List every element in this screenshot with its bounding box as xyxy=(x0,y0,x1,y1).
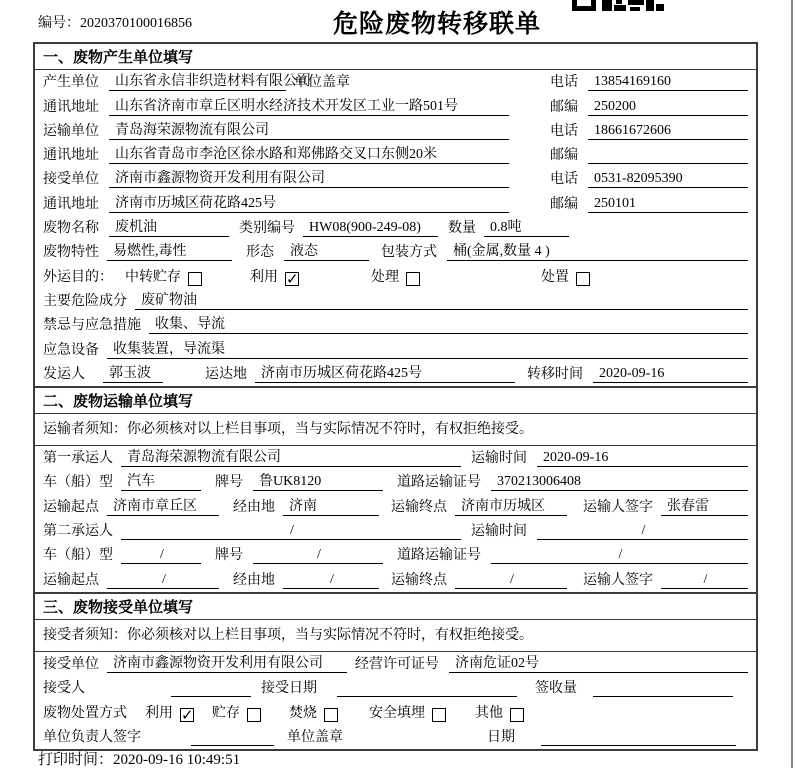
transfer-time-value: 2020-09-16 xyxy=(593,366,748,383)
purpose-storage-label: 中转贮存 xyxy=(125,269,181,285)
disposal-incinerate-label: 焚烧 xyxy=(289,705,317,721)
row-second-route xyxy=(35,567,756,591)
first-route-start-label: 运输起点 xyxy=(43,499,99,515)
row-emergency-measures xyxy=(35,313,756,337)
second-carrier-value: / xyxy=(121,523,461,540)
waste-code-label: 类别编号 xyxy=(239,221,295,237)
row-receiver-address xyxy=(35,191,756,215)
sign-date-value xyxy=(541,730,736,746)
purpose-option-utilize xyxy=(250,266,299,286)
first-carrier-label: 第一承运人 xyxy=(43,451,113,467)
emergency-measures-value: 收集、导流 xyxy=(149,317,748,334)
row-dispatch xyxy=(35,362,756,386)
waste-qty-label: 数量 xyxy=(448,221,476,237)
row-waste-name xyxy=(35,216,756,240)
second-vehicle-type-value: / xyxy=(121,547,201,564)
waste-name-label: 废物名称 xyxy=(43,221,99,237)
checkbox-unchecked-icon xyxy=(247,708,261,722)
transporter-label: 运输单位 xyxy=(43,123,99,139)
second-route-start-label: 运输起点 xyxy=(43,572,99,588)
producer-address-label: 通讯地址 xyxy=(43,99,99,115)
row-accepting-unit xyxy=(35,652,756,676)
waste-pack-label: 包装方式 xyxy=(381,245,437,261)
second-plate-label: 牌号 xyxy=(215,548,243,564)
first-vehicle-type-value: 汽车 xyxy=(121,474,201,491)
checkbox-unchecked-icon xyxy=(432,708,446,722)
purpose-treat-label: 处理 xyxy=(371,269,399,285)
page-title: 危险废物转移联单 xyxy=(332,9,542,38)
section3-title: 三、废物接受单位填写 xyxy=(35,594,756,620)
dispatcher-value: 郭玉波 xyxy=(103,366,163,383)
waste-form-value: 液态 xyxy=(284,244,369,261)
business-permit-label: 经营许可证号 xyxy=(355,656,439,672)
disposal-utilize-label: 利用 xyxy=(145,705,173,721)
first-carrier-sign-value: 张春雷 xyxy=(661,499,748,516)
checkbox-unchecked-icon xyxy=(406,272,420,286)
row-transfer-purpose xyxy=(35,264,756,288)
purpose-dispose-label: 处置 xyxy=(541,269,569,285)
first-road-permit-value: 370213006408 xyxy=(491,474,748,491)
hazard-component-label: 主要危险成分 xyxy=(43,293,127,309)
business-permit-value: 济南危证02号 xyxy=(449,656,748,673)
first-plate-label: 牌号 xyxy=(215,475,243,491)
row-producer xyxy=(35,70,756,94)
transfer-time-label: 转移时间 xyxy=(527,366,583,382)
disposal-option-other xyxy=(475,702,524,722)
receiver-label: 接受单位 xyxy=(43,172,99,188)
receiver-phone-label: 电话 xyxy=(550,172,578,188)
disposal-option-storage xyxy=(212,702,261,722)
unit-seal-label: 单位盖章 xyxy=(287,729,343,745)
section2-title: 二、废物运输单位填写 xyxy=(35,388,756,414)
row-receiver xyxy=(35,167,756,191)
producer-label: 产生单位 xyxy=(43,75,99,91)
second-carrier-sign-value: / xyxy=(661,572,748,589)
transporter-value: 青岛海荣源物流有限公司 xyxy=(109,123,509,140)
purpose-utilize-label: 利用 xyxy=(250,269,278,285)
hazard-component-value: 废矿物油 xyxy=(135,293,748,310)
second-transport-time-label: 运输时间 xyxy=(471,524,527,540)
manifest-form xyxy=(33,42,758,751)
receiver-zip-label: 邮编 xyxy=(550,196,578,212)
row-first-vehicle xyxy=(35,470,756,494)
first-road-permit-label: 道路运输证号 xyxy=(397,475,481,491)
producer-address-value: 山东省济南市章丘区明水经济技术开发区工业一路501号 xyxy=(109,99,509,116)
destination-label: 运达地 xyxy=(205,366,247,382)
accept-date-label: 接受日期 xyxy=(261,681,317,697)
transporter-notice: 运输者须知：你必须核对以上栏目事项，当与实际情况不符时，有权拒绝接受。 xyxy=(35,414,756,446)
accept-date-value xyxy=(337,681,517,697)
row-second-carrier xyxy=(35,519,756,543)
dispatcher-label: 发运人 xyxy=(43,366,85,382)
destination-value: 济南市历城区荷花路425号 xyxy=(255,366,515,383)
checkbox-checked-icon: ✓ xyxy=(181,705,194,724)
section-receiver xyxy=(35,592,756,749)
row-disposal-method xyxy=(35,700,756,724)
emergency-measures-label: 禁忌与应急措施 xyxy=(43,318,141,334)
second-route-end-label: 运输终点 xyxy=(391,572,447,588)
print-time-value: 2020-09-16 10:49:51 xyxy=(113,752,241,768)
waste-form-label: 形态 xyxy=(246,245,274,261)
accepting-unit-value: 济南市鑫源物资开发利用有限公司 xyxy=(107,656,347,673)
emergency-equipment-value: 收集装置，导流渠 xyxy=(107,342,748,359)
second-vehicle-type-label: 车（船）型 xyxy=(43,548,113,564)
purpose-option-treat xyxy=(371,266,420,286)
second-route-via-value: / xyxy=(283,572,379,589)
checkbox-unchecked-icon xyxy=(188,272,202,286)
row-producer-address xyxy=(35,94,756,118)
second-route-start-value: / xyxy=(107,572,219,589)
row-waste-character xyxy=(35,240,756,264)
producer-phone-value: 13854169160 xyxy=(588,74,748,91)
second-road-permit-label: 道路运输证号 xyxy=(397,548,481,564)
transporter-phone-label: 电话 xyxy=(550,123,578,139)
qr-code-fragment xyxy=(572,0,664,11)
row-acceptor xyxy=(35,676,756,700)
first-carrier-value: 青岛海荣源物流有限公司 xyxy=(121,450,461,467)
first-route-end-value: 济南市历城区 xyxy=(455,499,567,516)
receiver-phone-value: 0531-82095390 xyxy=(588,171,748,188)
row-transporter-address xyxy=(35,143,756,167)
first-carrier-sign-label: 运输人签字 xyxy=(583,499,653,515)
waste-qty-value: 0.8吨 xyxy=(484,220,569,237)
disposal-option-utilize xyxy=(145,702,194,722)
producer-value: 山东省永信非织造材料有限公司 xyxy=(109,74,286,91)
row-first-carrier xyxy=(35,446,756,470)
accepting-unit-label: 接受单位 xyxy=(43,656,99,672)
transporter-zip-label: 邮编 xyxy=(550,148,578,164)
producer-seal-label: 单位盖章 xyxy=(294,75,350,91)
unit-signature-value xyxy=(191,730,274,746)
second-carrier-sign-label: 运输人签字 xyxy=(583,572,653,588)
received-qty-label: 签收量 xyxy=(535,681,577,697)
unit-signature-label: 单位负责人签字 xyxy=(43,729,141,745)
row-transporter xyxy=(35,119,756,143)
disposal-option-incinerate xyxy=(289,702,338,722)
serial-label: 编号： xyxy=(38,16,80,31)
second-route-via-label: 经由地 xyxy=(233,572,275,588)
second-route-end-value: / xyxy=(455,572,567,589)
receiver-address-value: 济南市历城区荷花路425号 xyxy=(109,196,509,213)
first-vehicle-type-label: 车（船）型 xyxy=(43,475,113,491)
waste-character-label: 废物特性 xyxy=(43,245,99,261)
serial-number xyxy=(38,12,192,32)
row-hazard-component xyxy=(35,289,756,313)
first-transport-time-label: 运输时间 xyxy=(471,451,527,467)
disposal-method-label: 废物处置方式 xyxy=(43,705,127,721)
receiver-zip-value: 250101 xyxy=(588,196,748,213)
first-route-via-value: 济南 xyxy=(283,499,379,516)
transporter-zip-value xyxy=(588,148,748,164)
first-route-start-value: 济南市章丘区 xyxy=(107,499,219,516)
row-first-route xyxy=(35,494,756,518)
acceptor-value xyxy=(171,681,251,697)
row-emergency-equipment xyxy=(35,337,756,361)
checkbox-unchecked-icon xyxy=(324,708,338,722)
first-route-via-label: 经由地 xyxy=(233,499,275,515)
transporter-phone-value: 18661672606 xyxy=(588,123,748,140)
receiver-address-label: 通讯地址 xyxy=(43,196,99,212)
section-producer xyxy=(35,44,756,386)
receiver-notice: 接受者须知：你必须核对以上栏目事项，当与实际情况不符时，有权拒绝接受。 xyxy=(35,620,756,652)
serial-value: 2020370100016856 xyxy=(80,16,192,31)
emergency-equipment-label: 应急设备 xyxy=(43,342,99,358)
producer-phone-label: 电话 xyxy=(550,75,578,91)
first-route-end-label: 运输终点 xyxy=(391,499,447,515)
received-qty-value xyxy=(593,681,733,697)
first-plate-value: 鲁UK8120 xyxy=(253,474,383,491)
section1-title: 一、废物产生单位填写 xyxy=(35,44,756,70)
checkbox-checked-icon: ✓ xyxy=(286,269,299,288)
second-plate-value: / xyxy=(253,547,383,564)
waste-code-value: HW08(900-249-08) xyxy=(303,220,438,237)
second-transport-time-value: / xyxy=(537,523,748,540)
disposal-landfill-label: 安全填埋 xyxy=(369,705,425,721)
transfer-purpose-label: 外运目的： xyxy=(43,269,113,285)
purpose-option-storage xyxy=(125,266,202,286)
section-transporter xyxy=(35,386,756,592)
disposal-storage-label: 贮存 xyxy=(212,705,240,721)
disposal-option-landfill xyxy=(369,702,446,722)
row-second-vehicle xyxy=(35,543,756,567)
print-time xyxy=(38,748,240,768)
page-right-edge xyxy=(791,0,793,768)
row-unit-signature xyxy=(35,725,756,749)
waste-pack-value: 桶(金属,数量 4 ) xyxy=(447,244,748,261)
first-transport-time-value: 2020-09-16 xyxy=(537,450,748,467)
checkbox-unchecked-icon xyxy=(576,272,590,286)
receiver-value: 济南市鑫源物资开发利用有限公司 xyxy=(109,171,509,188)
print-time-label: 打印时间： xyxy=(38,752,114,768)
producer-zip-label: 邮编 xyxy=(550,99,578,115)
checkbox-unchecked-icon xyxy=(510,708,524,722)
transporter-address-value: 山东省青岛市李沧区徐水路和郑佛路交叉口东侧20米 xyxy=(109,147,509,164)
second-carrier-label: 第二承运人 xyxy=(43,524,113,540)
second-road-permit-value: / xyxy=(491,547,748,564)
acceptor-label: 接受人 xyxy=(43,681,85,697)
waste-name-value: 废机油 xyxy=(109,220,229,237)
sign-date-label: 日期 xyxy=(487,729,515,745)
transporter-address-label: 通讯地址 xyxy=(43,148,99,164)
purpose-option-dispose xyxy=(541,266,590,286)
disposal-other-label: 其他 xyxy=(475,705,503,721)
producer-zip-value: 250200 xyxy=(588,99,748,116)
waste-character-value: 易燃性,毒性 xyxy=(107,244,232,261)
